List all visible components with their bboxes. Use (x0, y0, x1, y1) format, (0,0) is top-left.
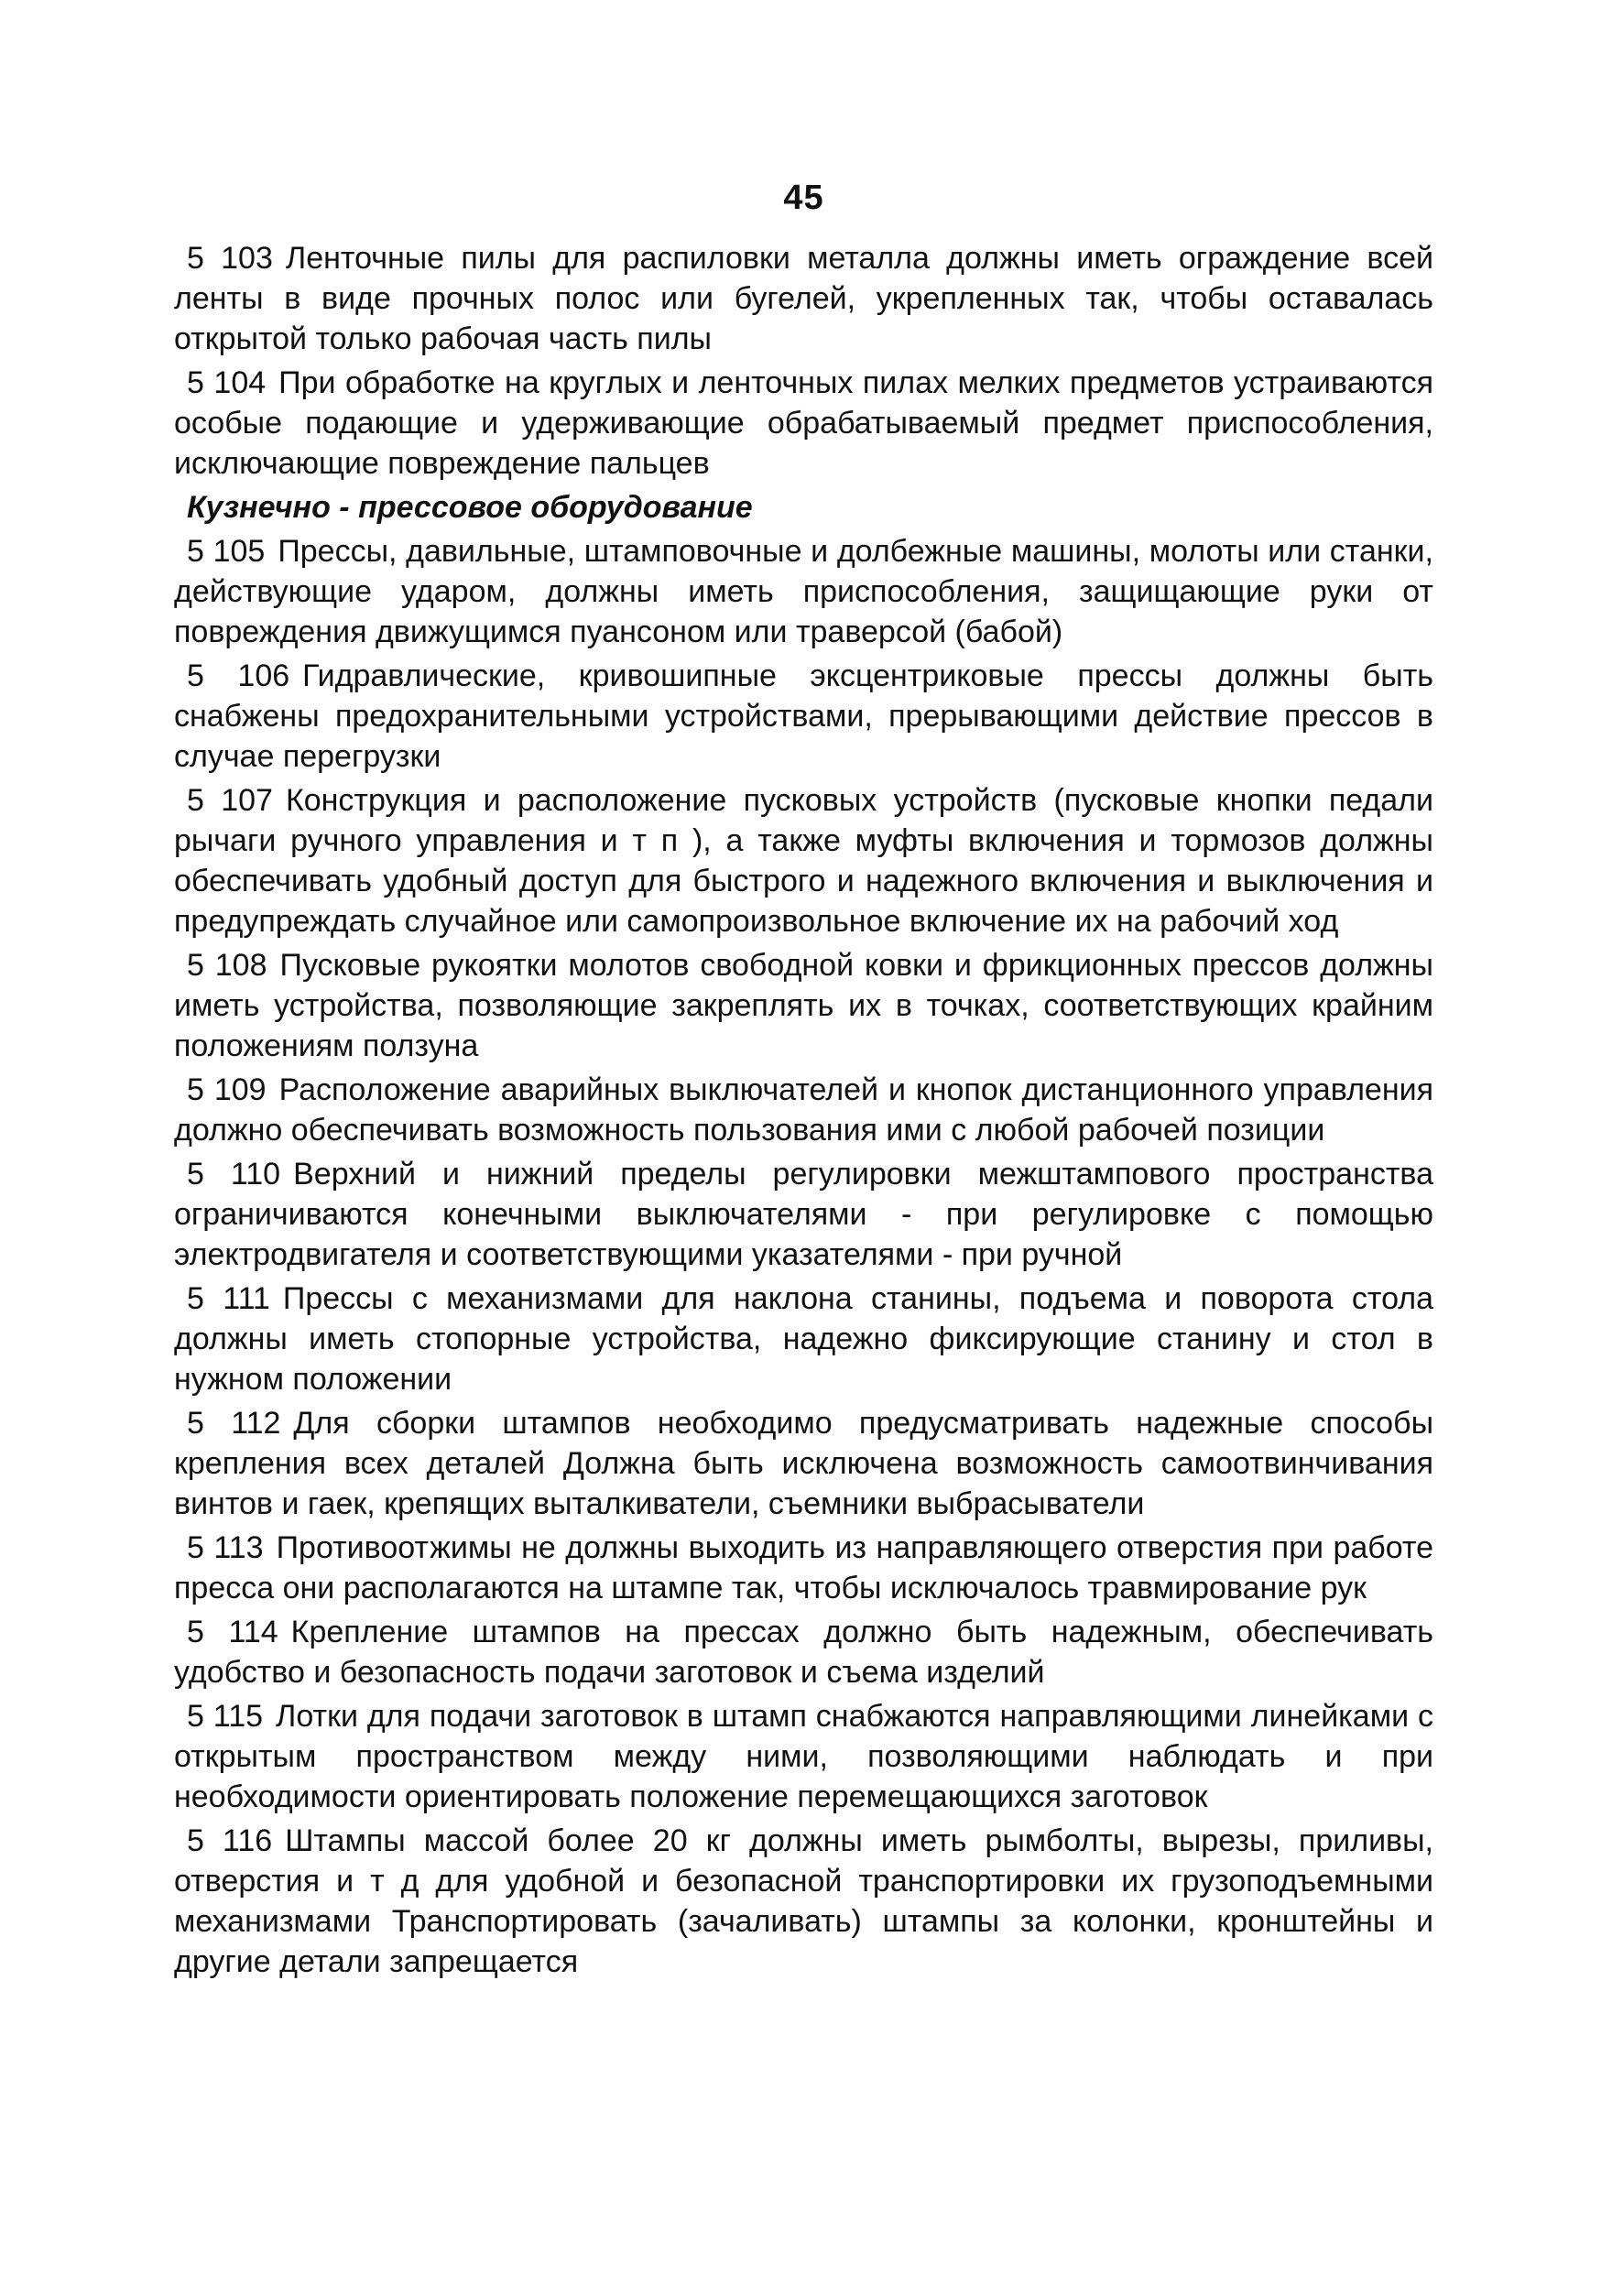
paragraph-5-105 (174, 531, 1433, 652)
clause-text: Крепление штампов на прессах должно быть надежным, обеспечивать удобство и безопасность подачи заготовок и съема изделий (174, 1615, 1434, 1690)
page-number: 45 (783, 179, 824, 217)
clause-text: Гидравлические, кривошипные эксцентриковые прессы должны быть снабжены предохранительными устройствами, прерывающими действие прессов в случае перегрузки (174, 658, 1433, 774)
paragraph-5-109 (174, 1070, 1433, 1150)
paragraph-5-103 (174, 238, 1433, 359)
clause-text: Прессы с механизмами для наклона станины, подъема и поворота стола должны иметь стопорные устройства, надежно фиксирующие станину и стол в нужном положении (174, 1281, 1433, 1397)
clause-text: Расположение аварийных выключателей и кнопок дистанционного управления должно обеспечивать возможность пользования ими с любой рабочей позиции (174, 1072, 1433, 1148)
clause-text: Пусковые рукоятки молотов свободной ковки и фрикционных прессов должны иметь устройства, позволяющие закреплять их в точках, соответствующих крайним положениям ползуна (174, 948, 1433, 1063)
clause-text: Прессы, давильные, штамповочные и долбежные машины, молоты или станки, действующие ударом, должны иметь приспособления, защищающие руки от повреждения движущимся пуансоном или траверсой (бабой) (174, 534, 1433, 649)
clause-number: 5 112 (187, 1406, 281, 1441)
clause-text: Верхний и нижний пределы регулировки межштампового пространства ограничиваются конечными выключателями - при регулировке с помощью электродвигателя и соответствующими указателями - при ручной (174, 1157, 1434, 1272)
clause-number: 5 108 (187, 948, 267, 983)
clause-text: Для сборки штампов необходимо предусматривать надежные способы крепления всех деталей Должна быть исключена возможность самоотвинчивания винтов и гаек, крепящих выталкиватели, съемники выбрасыватели (174, 1406, 1434, 1521)
clause-number: 5 115 (187, 1699, 264, 1734)
clause-text: Ленточные пилы для распиловки металла должны иметь ограждение всей ленты в виде прочных полос или бугелей, укрепленных так, чтобы оставалась открытой только рабочая часть пилы (174, 241, 1433, 356)
paragraph-5-116 (174, 1821, 1433, 1982)
clause-text: Противоотжимы не должны выходить из направляющего отверстия при работе пресса они располагаются на штампе так, чтобы исключалось травмирование рук (174, 1530, 1433, 1605)
clause-number: 5 113 (187, 1530, 264, 1565)
clause-text: Конструкция и расположение пусковых устройств (пусковые кнопки педали рычаги ручного управления и т п ), а также муфты включения и тормозов должны обеспечивать удобный доступ для быстрого и надежного включения и выключения и предупреждать случайное или самопроизвольное включение их на рабочий ход (174, 783, 1433, 939)
paragraph-5-113 (174, 1528, 1433, 1608)
section-heading: Кузнечно - прессовое оборудование (187, 490, 753, 525)
paragraph-5-110 (174, 1154, 1433, 1275)
clause-text: При обработке на круглых и ленточных пилах мелких предметов устраиваются особые подающие и удерживающие обрабатываемый предмет приспособления, исключающие повреждение пальцев (174, 365, 1433, 481)
clause-number: 5 110 (187, 1157, 281, 1192)
paragraph-5-111 (174, 1279, 1433, 1399)
clause-number: 5 116 (187, 1823, 273, 1858)
paragraph-5-115 (174, 1696, 1433, 1817)
paragraph-5-114 (174, 1612, 1433, 1692)
clause-number: 5 103 (187, 241, 273, 276)
clause-number: 5 114 (187, 1615, 278, 1649)
clause-number: 5 105 (187, 534, 266, 569)
paragraph-5-106 (174, 656, 1433, 777)
paragraph-5-108 (174, 945, 1433, 1066)
clause-number: 5 106 (187, 658, 290, 693)
paragraph-5-107 (174, 780, 1433, 941)
clause-number: 5 111 (187, 1281, 270, 1316)
clause-text: Штампы массой более 20 кг должны иметь рымболты, вырезы, приливы, отверстия и т д для удобной и безопасной транспортировки их грузоподъемными механизмами Транспортировать (зачаливать) штампы за колонки, кронштейны и другие детали запрещается (174, 1823, 1434, 1979)
document-page (174, 179, 1433, 1986)
paragraph-5-112 (174, 1403, 1433, 1524)
paragraph-5-104 (174, 363, 1433, 484)
clause-number: 5 107 (187, 783, 273, 818)
clause-text: Лотки для подачи заготовок в штамп снабжаются направляющими линейками с открытым пространством между ними, позволяющими наблюдать и при необходимости ориентировать положение перемещающихся заготовок (174, 1699, 1433, 1814)
clause-number: 5 104 (187, 365, 267, 400)
clause-number: 5 109 (187, 1072, 267, 1107)
